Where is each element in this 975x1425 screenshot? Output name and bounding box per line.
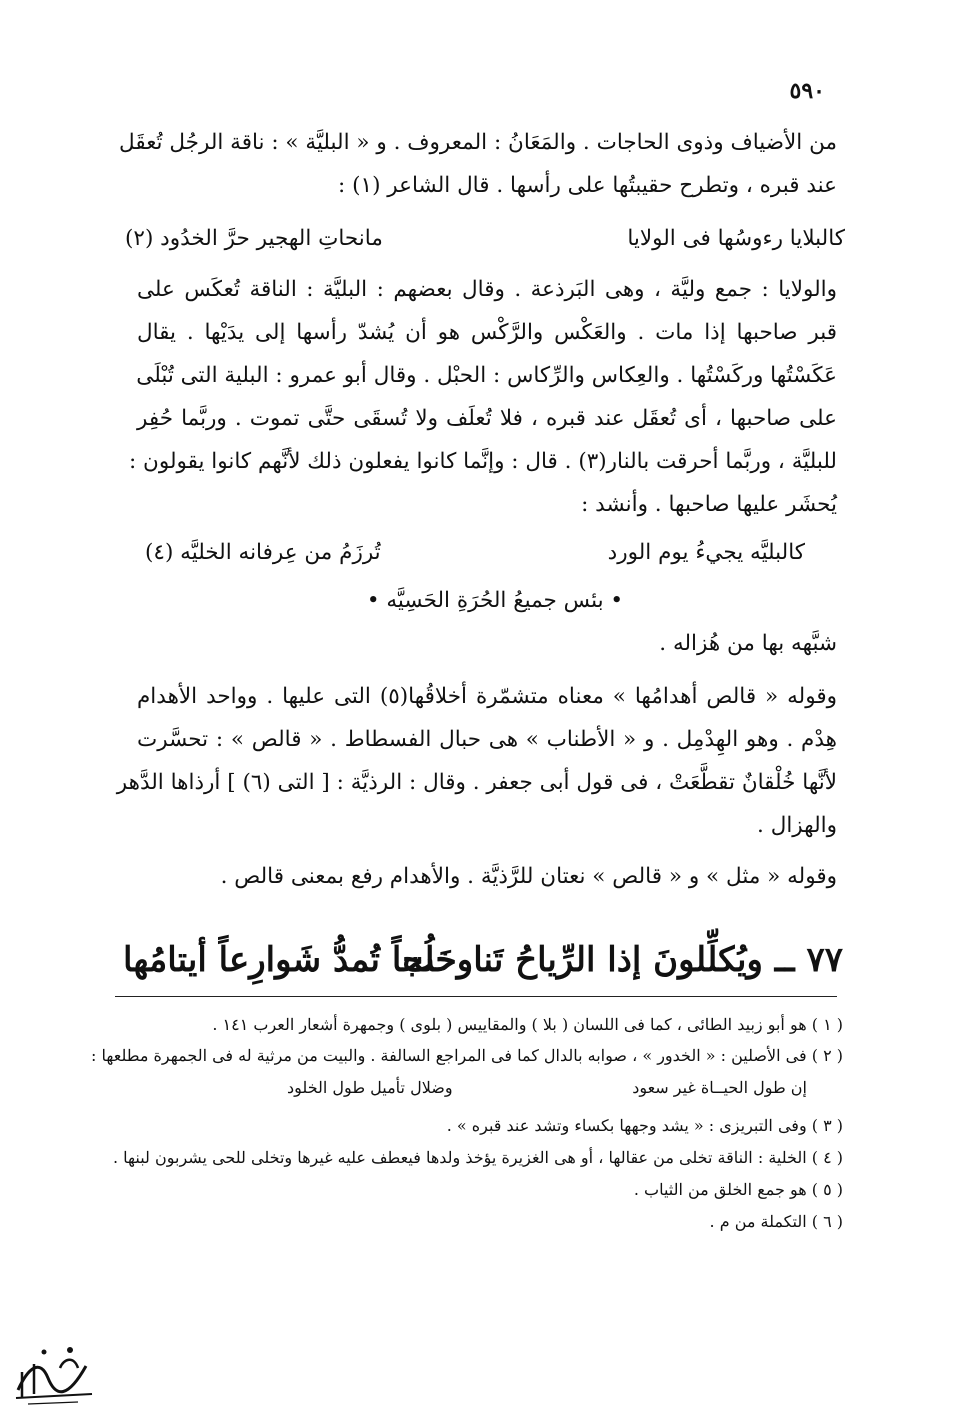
para2-line-2: هِدْم . وهو الهِدْمِل . و « الأطناب » هى حبال الفسطاط . « قالص » : تحسَّرت: [137, 727, 837, 752]
verse-3: • بئس جميعُ الحُرَةِ الحَسِيَّه •: [366, 588, 624, 613]
verse-1-second-hemistich: مانحاتِ الهجير حرَّ الخدُود (٢): [125, 226, 383, 251]
main-verse-second-hemistich: خلُجاً تُمدُّ شَوارِعاً أيتامُها: [123, 940, 457, 980]
page-number: ٥٩٠: [789, 78, 825, 104]
after-verse-line: شبَّهه بها من هُزاله .: [659, 631, 837, 656]
para2-line-1: وقوله « قالص أهدامُها » معناه متشمّرة أخلاقُها(٥) التى عليها . وواحد الأهدام: [137, 684, 837, 709]
footnote-1: ( ١ ) هو أبو زبيد الطائى ، كما فى اللسان ( بلا ) والمقاييس ( بلوى ) وجمهرة أشعار العرب ١٤١ .: [212, 1015, 843, 1034]
body-line-8: يُحشَر عليها صاحبها . وأنشد :: [581, 492, 837, 517]
footnote-3: ( ٣ ) وفى التبريزى : « يشد وجهها بكساء وتشد عند قبره » .: [446, 1116, 843, 1135]
body-line-2: عند قبره ، وتطرح حقيبتُها على رأسها . قال الشاعر (١) :: [338, 173, 837, 198]
footnote-5: ( ٥ ) هو جمع الخلق من الثياب .: [633, 1180, 843, 1199]
para2-line-4: والهزال .: [757, 813, 837, 838]
body-line-3: والولايا : جمع وليَّة ، وهى البَرذعة . وقال بعضهم : البليَّة : الناقة تُعكَس على: [137, 277, 837, 302]
verse-2-first-hemistich: كالبليَّه يجيءُ يوم الورد: [607, 540, 805, 565]
para3-line: وقوله « مثل » و « قالص » نعتان للرَّذيَّة . والأهدام رفع بمعنى قالص .: [220, 864, 837, 889]
body-line-1: من الأضياف وذوى الحاجات . والمَعَانُ : المعروف . و « البليَّة » : ناقة الرجُل تُعقَل: [119, 130, 837, 155]
verse-2-second-hemistich: تُرزَمُ من عِرفانه الخليَّه (٤): [145, 540, 381, 565]
library-stamp-logo: [8, 1328, 98, 1408]
footnote-6: ( ٦ ) التكملة من م .: [709, 1212, 843, 1231]
footnote-verse-second-hemistich: وضلال تأميل طول الخلود: [287, 1078, 453, 1097]
para2-line-3: لأنَّها خُلْقانٌ تقطَّعَتْ ، فى قول أبى جعفر . وقال : الرذيَّة : [ التى (٦) ] أرذاها الدَّهر: [116, 770, 837, 795]
footnote-2: ( ٢ ) فى الأصلين : « الخدور » ، صوابه بالدال كما فى المراجع السالفة . والبيت من مرثية له فى الجمهرة مطلعها :: [91, 1046, 843, 1065]
body-line-7: للبليَّة ، وربَّما أحرقت بالنار(٣) . قال : وإنَّما كانوا يفعلون ذلك لأنَّهم كانوا يقولون :: [128, 449, 837, 474]
main-verse-first-hemistich: ٧٧ ــ ويُكلِّلونَ إذا الرِّياحُ تَناوحَت: [402, 940, 843, 980]
footnote-verse-first-hemistich: إن طول الحيــاة غير سعود: [632, 1078, 807, 1097]
footnote-verse: [287, 1078, 807, 1097]
body-line-4: قبر صاحبها إذا مات . والعَكْس والرَّكْس هو أن يُشدّ رأسها إلى يدَيْها . يقال: [137, 320, 837, 345]
footnote-4: ( ٤ ) الخلية : الناقة تخلى من عقالها ، أو هى الغزيرة يؤخذ ولدها فيعطف عليه غيرها وتخلى للحى يشربون لبنها .: [112, 1148, 843, 1167]
body-line-5: عَكَسْتُها وركَسْتُها . والعِكاس والرِّكاس : الحبْل . وقال أبو عمرو : البلية التى تُبْلَى: [136, 363, 837, 388]
body-line-6: على صاحبها ، أى تُعقَل عند قبره ، فلا تُعلَف ولا تُسقَى حتَّى تموت . وربَّما حُفِر: [137, 406, 837, 431]
verse-1-first-hemistich: كالبلايا رءوسُها فى الولايا: [627, 226, 845, 251]
footnote-separator: [115, 996, 837, 997]
